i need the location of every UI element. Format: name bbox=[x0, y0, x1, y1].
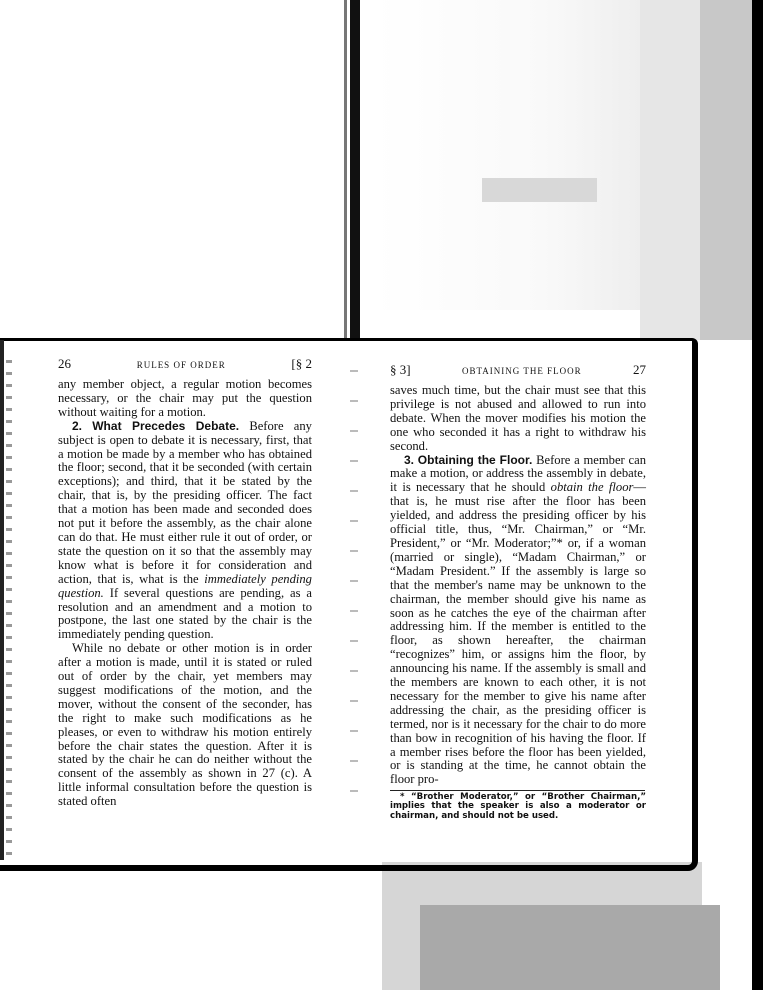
left-page-header bbox=[58, 356, 312, 378]
scan-bottom-shadow-dark bbox=[420, 905, 720, 990]
section-heading: Obtaining the Floor. bbox=[417, 452, 533, 467]
footnote-text: * “Brother Moderator,” or “Brother Chairman,” implies that the speaker is also a moderator or chairman, and should not be used. bbox=[390, 792, 646, 821]
paragraph bbox=[390, 454, 646, 788]
paragraph-text: saves much time, but the chair must see that this privilege is not abused and allowed to run into debate. When the mover modifies his motion the one who seconded it has a right to withdraw his second. bbox=[390, 383, 646, 453]
left-page bbox=[58, 356, 312, 809]
paragraph-text: If several questions are pending, as a resolution and an amendment and a motion to postpone, the last one stated by the chair is the immediately pending question. bbox=[58, 585, 312, 642]
paragraph-text: any member object, a regular motion becomes necessary, or the chair may put the question without waiting for a motion. bbox=[58, 377, 312, 419]
scan-spine-edge bbox=[344, 0, 347, 340]
right-page-header bbox=[390, 362, 646, 384]
running-title: OBTAINING THE FLOOR bbox=[461, 366, 582, 376]
paragraph bbox=[58, 378, 312, 420]
section-ref: [§ 2 bbox=[291, 356, 312, 371]
scan-right-edge bbox=[752, 0, 763, 990]
scan-smudge bbox=[482, 178, 597, 202]
paragraph-text: —that is, he must rise after the floor has been yielded, and address the presiding officer by his official title, thus, “Mr. Chairman,” or “Mr. President,” or “Mr. Moderator;”* or, if a woman (married or single), “Madam Chairman,” or “Madam President.” If the assembly is large so that the member's name may be unknown to the chairman, the member should give his name as soon as he catches the eye of the chairman after addressing him. If the member is entitled to the floor, as shown hereafter, the chairman “recognizes” him, or assigns him the floor, by announcing his name. If the assembly is small and the members are known to each other, it is not necessary for the member to give his name after addressing the chair, as the presiding officer is termed, nor is it necessary for the chair to do more than bow in recognition of his having the floor. If a member rises before the floor has been yielded, or is standing at the time, he cannot obtain the floor pro- bbox=[390, 480, 646, 787]
paragraph bbox=[58, 420, 312, 643]
book-left-edge bbox=[0, 340, 4, 860]
page-number: 27 bbox=[632, 362, 646, 377]
section-number: 2. bbox=[72, 418, 83, 433]
section-heading: What Precedes Debate. bbox=[92, 418, 240, 433]
book-left-ticks bbox=[6, 360, 12, 860]
footnote-rule bbox=[390, 790, 645, 791]
paragraph bbox=[390, 384, 646, 454]
right-page bbox=[390, 362, 646, 821]
right-page-body bbox=[390, 384, 646, 787]
paragraph-text: Before a member can make a motion, or address the assembly in debate, it is necessary that he should bbox=[390, 452, 646, 495]
left-page-body bbox=[58, 378, 312, 809]
emphasis-text: obtain the floor bbox=[550, 480, 634, 495]
scan-spine bbox=[350, 0, 360, 340]
emphasis-text: immediately pending question. bbox=[58, 571, 312, 600]
section-number: 3. bbox=[404, 452, 415, 467]
section-ref: § 3] bbox=[390, 362, 411, 377]
paragraph-text: Before any subject is open to debate it is necessary, first, that a motion be made by a member who has obtained the floor; second, that it be seconded (with certain exceptions); and third, that it be stated by the chair, that is, by the presiding officer. The fact that a motion has been made and seconded does not put it before the assembly, as the chair alone can do that. He must either rule it out of order, or state the question on it so that the assembly may know what is before it for consideration and action, that is, what is the bbox=[58, 418, 312, 586]
book-gutter-ticks bbox=[350, 370, 358, 820]
footnote bbox=[390, 793, 646, 821]
paragraph-text: While no debate or other motion is in order after a motion is made, until it is stated or ruled out of order by the chair, yet members may suggest modifications of the motion, and the mover, without the consent of the seconder, has the right to make such modifications as he pleases, or even to withdraw his motion entirely before the chair states the question. After it is stated by the chair he can do neither without the consent of the assembly as shown in 27 (c). A little informal consultation before the question is stated often bbox=[58, 641, 312, 809]
paragraph bbox=[58, 642, 312, 809]
page-number: 26 bbox=[58, 356, 71, 371]
scan-shadow-strip-dark bbox=[700, 0, 752, 340]
running-title: RULES OF ORDER bbox=[136, 360, 226, 370]
